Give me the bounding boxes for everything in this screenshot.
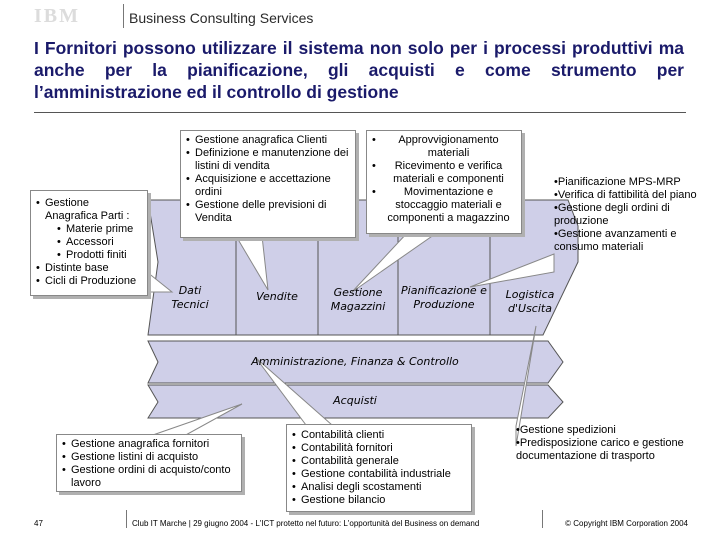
vendite-item: • Gestione delle previsioni di Vendita [186,199,350,225]
vendite-item: • Definizione e manutenzione dei listini di vendita [186,147,350,173]
pianificazione-item: •Gestione degli ordini di produzione [554,202,670,227]
ibm-logo: IBM [34,5,80,27]
magazzini-item: • Approvvigionamento materiali [372,134,516,160]
section-dati-tecnici: Dati Tecnici [171,284,209,311]
acquisti-band-label: Acquisti [333,394,377,407]
admin-band-label: Amministrazione, Finanza & Controllo [251,355,459,368]
footer-event: Club IT Marche | 29 giugno 2004 - L'ICT protetto nel futuro: L'opportunità del Business on demand [132,519,480,528]
footer-divider-right [542,510,543,528]
section-gestione-magazzini: Gestione Magazzini [330,286,386,313]
logistica-item: •Gestione spedizioni [516,424,616,436]
business-unit-label: Business Consulting Services [129,10,314,26]
contabilita-item: • Gestione bilancio [292,494,466,507]
callout-fornitori [56,434,242,492]
pianificazione-item: •Gestione avanzamenti e consumo materiali [554,228,677,253]
callout-contabilita [286,424,472,512]
callout-vendite [180,130,356,238]
callout-pianificazione [554,176,700,254]
contabilita-item: • Gestione contabilità industriale [292,468,466,481]
anagrafica-subitem: • Accessori [36,236,142,249]
anagrafica-subitem: • Materie prime [36,223,142,236]
fornitori-item: • Gestione listini di acquisto [62,451,236,464]
fornitori-item: • Gestione anagrafica fornitori [62,438,236,451]
anagrafica-item: • Distinte base [36,262,142,275]
contabilita-item: • Analisi degli scostamenti [292,481,466,494]
anagrafica-subitem: • Prodotti finiti [36,249,142,262]
magazzini-item: • Ricevimento e verifica materiali e componenti [372,160,516,186]
footer-divider-left [126,510,127,528]
fornitori-item: • Gestione ordini di acquisto/conto lavoro [62,464,236,490]
anagrafica-item: • Gestione Anagrafica Parti : [36,197,142,223]
callout-anagrafica [30,190,148,296]
contabilita-item: • Contabilità generale [292,455,466,468]
section-vendite: Vendite [256,290,298,303]
vendite-item: • Acquisizione e accettazione ordini [186,173,350,199]
magazzini-item: • Movimentazione e stoccaggio materiali e componenti a magazzino [372,186,516,225]
contabilita-item: • Contabilità clienti [292,429,466,442]
pianificazione-item: •Pianificazione MPS-MRP [554,176,681,188]
contabilita-item: • Contabilità fornitori [292,442,466,455]
footer-copyright: © Copyright IBM Corporation 2004 [565,519,688,528]
logistica-item: •Predisposizione carico e gestione documentazione di trasporto [516,437,684,462]
callout-logistica [516,424,686,463]
section-logistica-uscita: Logistica d'Uscita [505,288,555,315]
anagrafica-item: • Cicli di Produzione [36,275,142,288]
page-number: 47 [34,519,43,528]
section-pianificazione-produzione: Pianificazione e Produzione [401,284,487,311]
vendite-item: • Gestione anagrafica Clienti [186,134,350,147]
callout-magazzini [366,130,522,234]
pianificazione-item: •Verifica di fattibilità del piano [554,189,697,201]
slide-title: I Fornitori possono utilizzare il sistema non solo per i processi produttivi ma anche per la pianificazione, gli acquisti e come strumento per l’amministrazione ed il controllo di gestione [34,38,684,102]
